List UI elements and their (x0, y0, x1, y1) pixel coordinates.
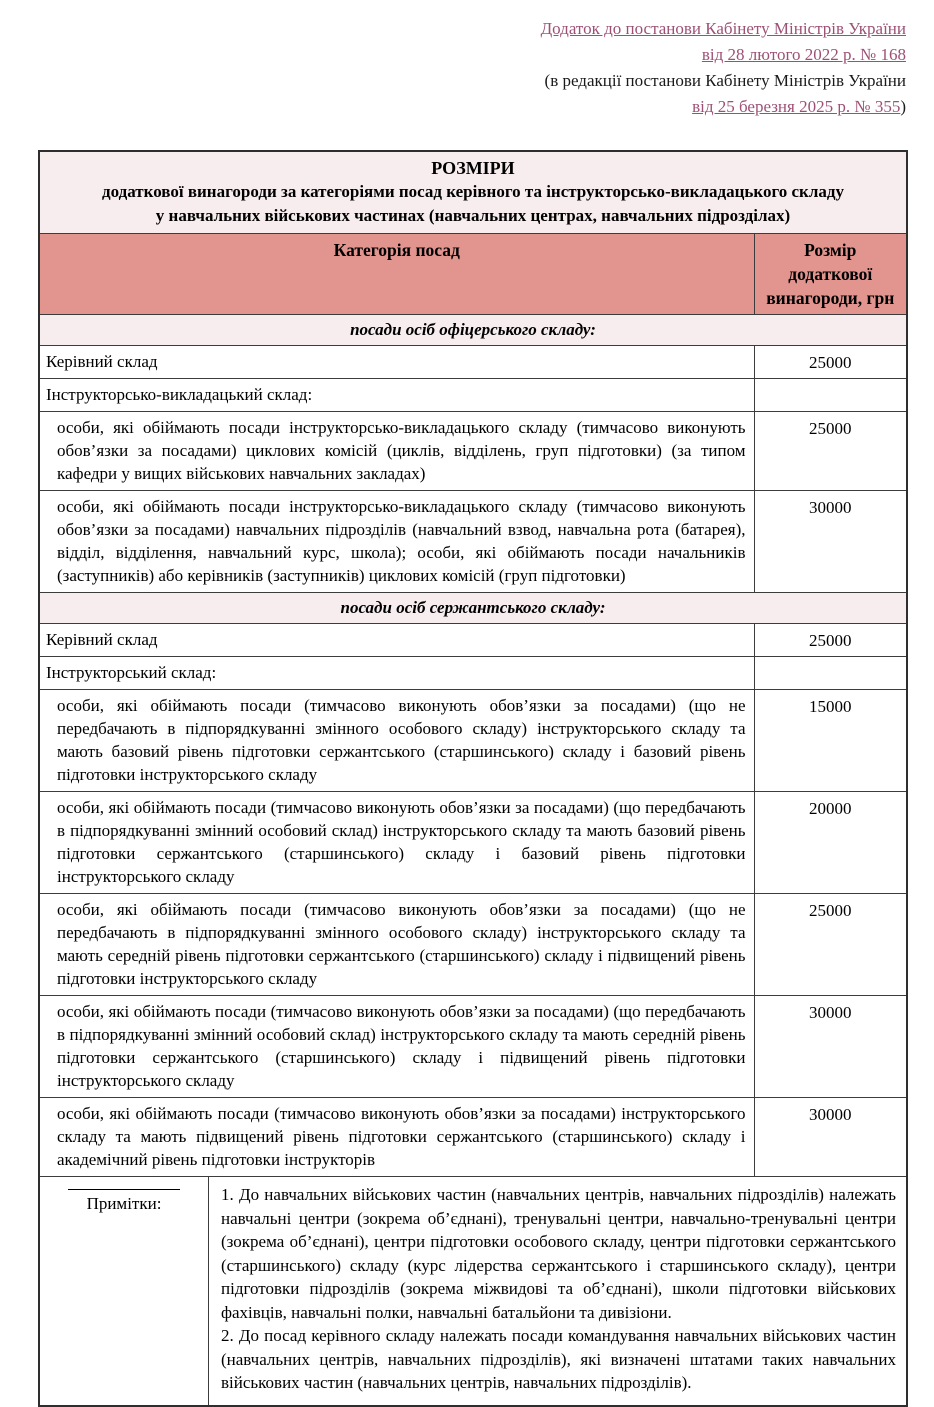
table-row (39, 624, 907, 657)
table-row (39, 657, 907, 690)
amount-cell (754, 657, 907, 690)
amount-cell: 30000 (754, 996, 907, 1098)
notes-wrap (40, 1177, 906, 1405)
remuneration-table (38, 150, 908, 1407)
appendix-link[interactable]: Додаток до постанови Кабінету Міністрів України (540, 19, 906, 38)
footnote-rule (68, 1189, 180, 1190)
table-row (39, 996, 907, 1098)
section-row-officers (39, 315, 907, 346)
category-cell: Інструкторський склад: (39, 657, 754, 690)
category-cell: особи, які обіймають посади (тимчасово виконують обов’язки за посадами) (що передбачають в підпорядкуванні змінний особовий склад) інструкторського складу та мають базовий рівень підготовки сержантського (старшинського) складу і базовий рівень підготовки інструкторського складу (39, 792, 754, 894)
category-cell: особи, які обіймають посади (тимчасово виконують обов’язки за посадами) (що не передбачають в підпорядкуванні змінного особового складу) інструкторського складу та мають базовий рівень підготовки сержантського (старшинського) складу і базовий рівень підготовки інструкторського складу (39, 690, 754, 792)
category-cell: особи, які обіймають посади (тимчасово виконують обов’язки за посадами) (що не передбачають в підпорядкуванні змінного особового складу) інструкторського складу та мають середній рівень підготовки сержантського (старшинського) складу і підвищений рівень підготовки інструкторського складу (39, 894, 754, 996)
doc-header (0, 16, 934, 120)
category-cell: Керівний склад (39, 624, 754, 657)
amount-cell: 15000 (754, 690, 907, 792)
category-cell: особи, які обіймають посади (тимчасово виконують обов’язки за посадами) (що передбачають в підпорядкуванні змінний особовий склад) інструкторського складу та мають середній рівень підготовки сержантського (старшинського) складу і підвищений рівень підготовки інструкторського складу (39, 996, 754, 1098)
amount-cell: 20000 (754, 792, 907, 894)
table-row (39, 412, 907, 491)
table-row (39, 894, 907, 996)
revision-text: (в редакції постанови Кабінету Міністрів України (544, 71, 906, 90)
amount-cell: 25000 (754, 894, 907, 996)
notes-label-cell (40, 1177, 209, 1405)
section-row-sergeants (39, 593, 907, 624)
amount-cell: 25000 (754, 624, 907, 657)
table-row (39, 346, 907, 379)
category-cell: Керівний склад (39, 346, 754, 379)
amount-cell (754, 379, 907, 412)
table-row (39, 379, 907, 412)
column-header-amount: Розмір додаткової винагороди, грн (754, 234, 907, 315)
category-cell: особи, які обіймають посади інструкторсько-викладацького складу (тимчасово виконують обов’язки за посадами) циклових комісій (циклів, відділень, груп підготовки) (за типом кафедри у вищих військових навчальних закладах) (39, 412, 754, 491)
table-row (39, 1098, 907, 1177)
table-row (39, 491, 907, 593)
decree-date-link[interactable]: від 28 лютого 2022 р. № 168 (701, 45, 906, 64)
amount-cell: 25000 (754, 346, 907, 379)
notes-cell (39, 1177, 907, 1406)
note-item-2: 2. До посад керівного складу належать посади командування навчальних військових частин (навчальних центрів, навчальних підрозділів), які визначені штатами таких навчальних військових частин (навчальних центрів, навчальних підрозділів). (221, 1326, 896, 1392)
amount-cell: 30000 (754, 491, 907, 593)
amount-cell: 25000 (754, 412, 907, 491)
category-cell: особи, які обіймають посади (тимчасово виконують обов’язки за посадами) інструкторського складу та мають підвищений рівень підготовки сержантського (старшинського) складу і академічний рівень підготовки інструкторів (39, 1098, 754, 1177)
category-cell: Інструкторсько-викладацький склад: (39, 379, 754, 412)
revision-close-paren: ) (900, 97, 906, 116)
notes-label: Примітки: (86, 1194, 162, 1213)
amount-cell: 30000 (754, 1098, 907, 1177)
section-header-label: посади осіб офіцерського складу: (39, 315, 907, 346)
table-row (39, 792, 907, 894)
doc-header-line-1 (0, 16, 906, 42)
category-cell: особи, які обіймають посади інструкторсько-викладацького складу (тимчасово виконують обов’язки за посадами) навчальних підрозділів (навчальний взвод, навчальна рота (батарея), відділ, відділення, навчальний курс, школа); особи, які обіймають посади начальників (заступників) або керівників (заступників) циклових комісій (груп підготовки) (39, 491, 754, 593)
table-title-row (39, 151, 907, 234)
revision-date-link[interactable]: від 25 березня 2025 р. № 355 (692, 97, 901, 116)
doc-header-line-4 (0, 94, 906, 120)
table-header-row (39, 234, 907, 315)
table-title-line2: додаткової винагороди за категоріями посад керівного та інструкторсько-викладацького складу (102, 182, 844, 201)
table-title (39, 151, 907, 234)
note-item-1: 1. До навчальних військових частин (навчальних центрів, навчальних підрозділів) належать навчальні центри (зокрема об’єднані), тренувальні центри, навчально-тренувальні центри (зокрема об’єднані), центри підготовки особового складу, центри підготовки сержантського (старшинського) складу (курс лідерства сержантського і старшинського складу), центри підготовки підрозділів (зокрема міжвидові та об’єднані), школи підготовки військових фахівців, навчальні полки, навчальні батальйони та дивізіони. (221, 1185, 896, 1322)
column-header-category: Категорія посад (39, 234, 754, 315)
notes-row (39, 1177, 907, 1406)
notes-content (209, 1177, 906, 1405)
table-title-line1: РОЗМІРИ (431, 158, 515, 178)
table-row (39, 690, 907, 792)
table-title-line3: у навчальних військових частинах (навчальних центрах, навчальних підрозділах) (155, 206, 791, 225)
doc-header-line-2 (0, 42, 906, 68)
section-header-label: посади осіб сержантського складу: (39, 593, 907, 624)
